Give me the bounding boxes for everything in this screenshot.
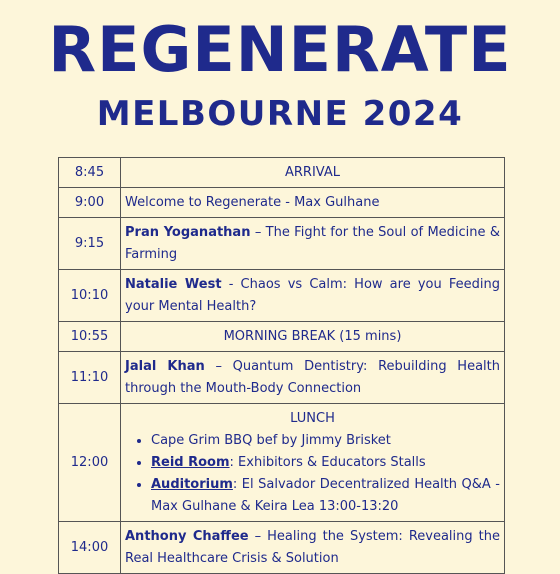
schedule-row bbox=[59, 522, 505, 574]
session-title: – The Fight for the Soul of Medicine & Farming bbox=[125, 224, 501, 262]
session-cell: MORNING BREAK (15 mins) bbox=[121, 322, 505, 352]
schedule-row bbox=[59, 158, 505, 188]
session-title: – Healing the System: Revealing the Real Healthcare Crisis & Solution bbox=[125, 528, 500, 566]
list-item bbox=[151, 452, 500, 474]
time-cell: 10:10 bbox=[59, 270, 121, 322]
time-cell: 14:00 bbox=[59, 522, 121, 574]
room-link[interactable]: Auditorium bbox=[151, 476, 233, 492]
schedule-table bbox=[58, 157, 505, 574]
lunch-heading: LUNCH bbox=[290, 410, 335, 426]
speaker-name: Pran Yoganathan bbox=[125, 224, 251, 240]
speaker-name: Jalal Khan bbox=[125, 358, 205, 374]
time-cell: 11:10 bbox=[59, 352, 121, 404]
room-link[interactable]: Reid Room bbox=[151, 454, 230, 470]
schedule-row bbox=[59, 322, 505, 352]
session-cell bbox=[121, 404, 505, 522]
list-item-text: : Exhibitors & Educators Stalls bbox=[229, 454, 426, 470]
list-item bbox=[151, 430, 500, 452]
session-cell bbox=[121, 522, 505, 574]
event-subtitle: MELBOURNE 2024 bbox=[96, 94, 464, 134]
time-cell: 10:55 bbox=[59, 322, 121, 352]
speaker-name: Natalie West bbox=[125, 276, 222, 292]
event-title: REGENERATE bbox=[48, 13, 512, 86]
lunch-list bbox=[125, 430, 500, 518]
session-cell bbox=[121, 270, 505, 322]
session-cell: ARRIVAL bbox=[121, 158, 505, 188]
session-cell bbox=[121, 218, 505, 270]
list-item bbox=[151, 474, 500, 518]
list-item-text: Cape Grim BBQ bef by Jimmy Brisket bbox=[151, 432, 391, 448]
schedule-row bbox=[59, 188, 505, 218]
schedule-row bbox=[59, 218, 505, 270]
schedule-row bbox=[59, 270, 505, 322]
session-title: – Quantum Dentistry: Rebuilding Health through the Mouth-Body Connection bbox=[125, 358, 500, 396]
schedule-row bbox=[59, 404, 505, 522]
time-cell: 9:00 bbox=[59, 188, 121, 218]
session-title: - Chaos vs Calm: How are you Feeding your Mental Health? bbox=[125, 276, 500, 314]
time-cell: 8:45 bbox=[59, 158, 121, 188]
session-cell bbox=[121, 352, 505, 404]
list-item-text: : El Salvador Decentralized Health Q&A - Max Gulhane & Keira Lea 13:00-13:20 bbox=[151, 476, 500, 514]
session-cell: Welcome to Regenerate - Max Gulhane bbox=[121, 188, 505, 218]
time-cell: 12:00 bbox=[59, 404, 121, 522]
schedule-row bbox=[59, 352, 505, 404]
speaker-name: Anthony Chaffee bbox=[125, 528, 249, 544]
time-cell: 9:15 bbox=[59, 218, 121, 270]
